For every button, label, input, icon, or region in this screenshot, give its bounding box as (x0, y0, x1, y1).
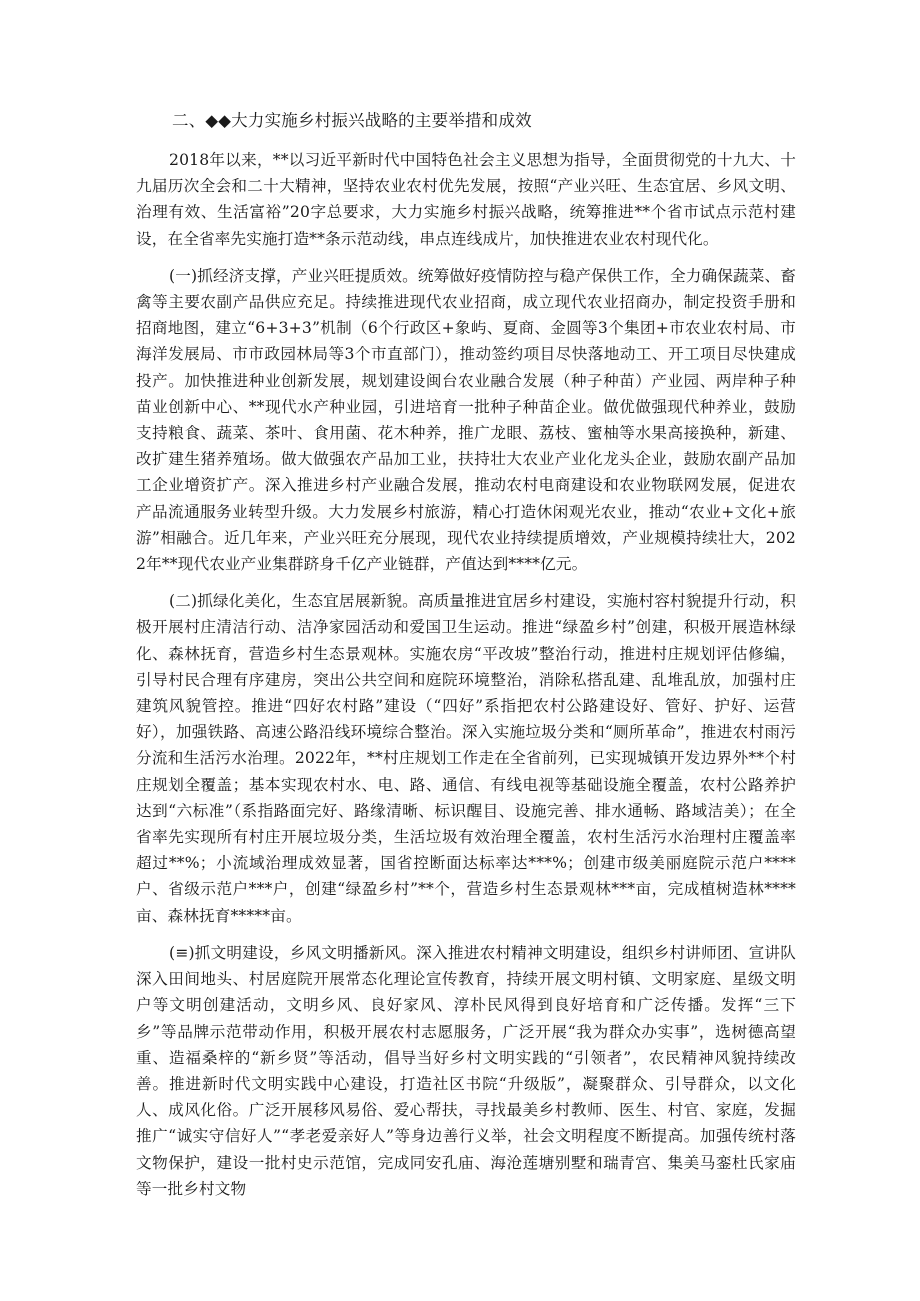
ecology-paragraph: (二)抓绿化美化，生态宜居展新貌。高质量推进宜居乡村建设，实施村容村貌提升行动，积极开展村庄清洁行动、洁净家园活动和爱国卫生运动。推进“绿盈乡村”创建，积极开展造林绿化、森林抚育，营造乡村生态景观林。实施农房“平改坡”整治行动，推进村庄规划评估修编，引导村民合理有序建房，突出公共空间和庭院环境整治，消除私搭乱建、乱堆乱放，加强村庄建筑风貌管控。推进“四好农村路”建设（“四好”系指把农村公路建设好、管好、护好、运营好），加强铁路、高速公路沿线环境综合整治。深入实施垃圾分类和“厕所革命”，推进农村雨污分流和生活污水治理。2022年，**村庄规划工作走在全省前列，已实现城镇开发边界外**个村庄规划全覆盖；基本实现农村水、电、路、通信、有线电视等基础设施全覆盖，农村公路养护达到“六标准”（系指路面完好、路缘清晰、标识醒目、设施完善、排水通畅、路域洁美）；在全省率先实现所有村庄开展垃圾分类，生活垃圾有效治理全覆盖，农村生活污水治理村庄覆盖率超过**%；小流域治理成效显著，国省控断面达标率达***%；创建市级美丽庭院示范户****户、省级示范户***户，创建“绿盈乡村”**个，营造乡村生态景观林***亩，完成植树造林****亩、森林抚育*****亩。 (136, 592, 796, 925)
economic-paragraph: (一)抓经济支撑，产业兴旺提质效。统筹做好疫情防控与稳产保供工作，全力确保蔬菜、畜禽等主要农副产品供应充足。持续推进现代农业招商，成立现代农业招商办，制定投资手册和招商地图，建立“6+3+3”机制（6个行政区+象屿、夏商、金圆等3个集团+市农业农村局、市海洋发展局、市市政园林局等3个市直部门），推动签约项目尽快落地动工、开工项目尽快建成投产。加快推进种业创新发展，规划建设闽台农业融合发展（种子种苗）产业园、两岸种子种苗业创新中心、**现代水产种业园，引进培育一批种子种苗企业。做优做强现代种养业，鼓励支持粮食、蔬菜、茶叶、食用菌、花木种养，推广龙眼、荔枝、蜜柚等水果高接换种，新建、改扩建生猪养殖场。做大做强农产品加工业，扶持壮大农业产业化龙头企业，鼓励农副产品加工企业增资扩产。深入推进乡村产业融合发展，推动农村电商建设和农业物联网发展，促进农产品流通服务业转型升级。大力发展乡村旅游，精心打造休闲观光农业，推动“农业+文化+旅游”相融合。近几年来，产业兴旺充分展现，现代农业持续提质增效，产业规模持续壮大，2022年**现代农业产业集群跻身千亿产业链群，产值达到****亿元。 (136, 266, 796, 574)
civilization-paragraph: (≡)抓文明建设，乡风文明播新风。深入推进农村精神文明建设，组织乡村讲师团、宣讲队深入田间地头、村居庭院开展常态化理论宣传教育，持续开展文明村镇、文明家庭、星级文明户等文明创建活动，文明乡风、良好家风、淳朴民风得到良好培育和广泛传播。发挥“三下乡”等品牌示范带动作用，积极开展农村志愿服务，广泛开展“我为群众办实事”，选树德高望重、造福桑梓的“新乡贤”等活动，倡导当好乡村文明实践的“引领者”，农民精神风貌持续改善。推进新时代文明实践中心建设，打造社区书院“升级版”，凝聚群众、引导群众，以文化人、成风化俗。广泛开展移风易俗、爱心帮扶，寻找最美乡村教师、医生、村官、家庭，发掘推广“诚实守信好人”“孝老爱亲好人”等身边善行义举，社会文明程度不断提高。加强传统村落文物保护，建设一批村史示范馆，完成同安孔庙、海沧莲塘别墅和瑞青宫、集美马銮杜氏家庙等一批乡村文物 (136, 943, 796, 1198)
intro-paragraph: 2018年以来，**以习近平新时代中国特色社会主义思想为指导，全面贯彻党的十九大、十九届历次全会和二十大精神，坚持农业农村优先发展，按照“产业兴旺、生态宜居、乡风文明、治理有效、生活富裕”20字总要求，大力实施乡村振兴战略，统筹推进**个省市试点示范村建设，在全省率先实施打造**条示范动线，串点连线成片，加快推进农业农村现代化。 (136, 151, 796, 248)
document-body (136, 108, 796, 1213)
section-heading: 二、◆◆大力实施乡村振兴战略的主要举措和成效 (172, 111, 532, 130)
